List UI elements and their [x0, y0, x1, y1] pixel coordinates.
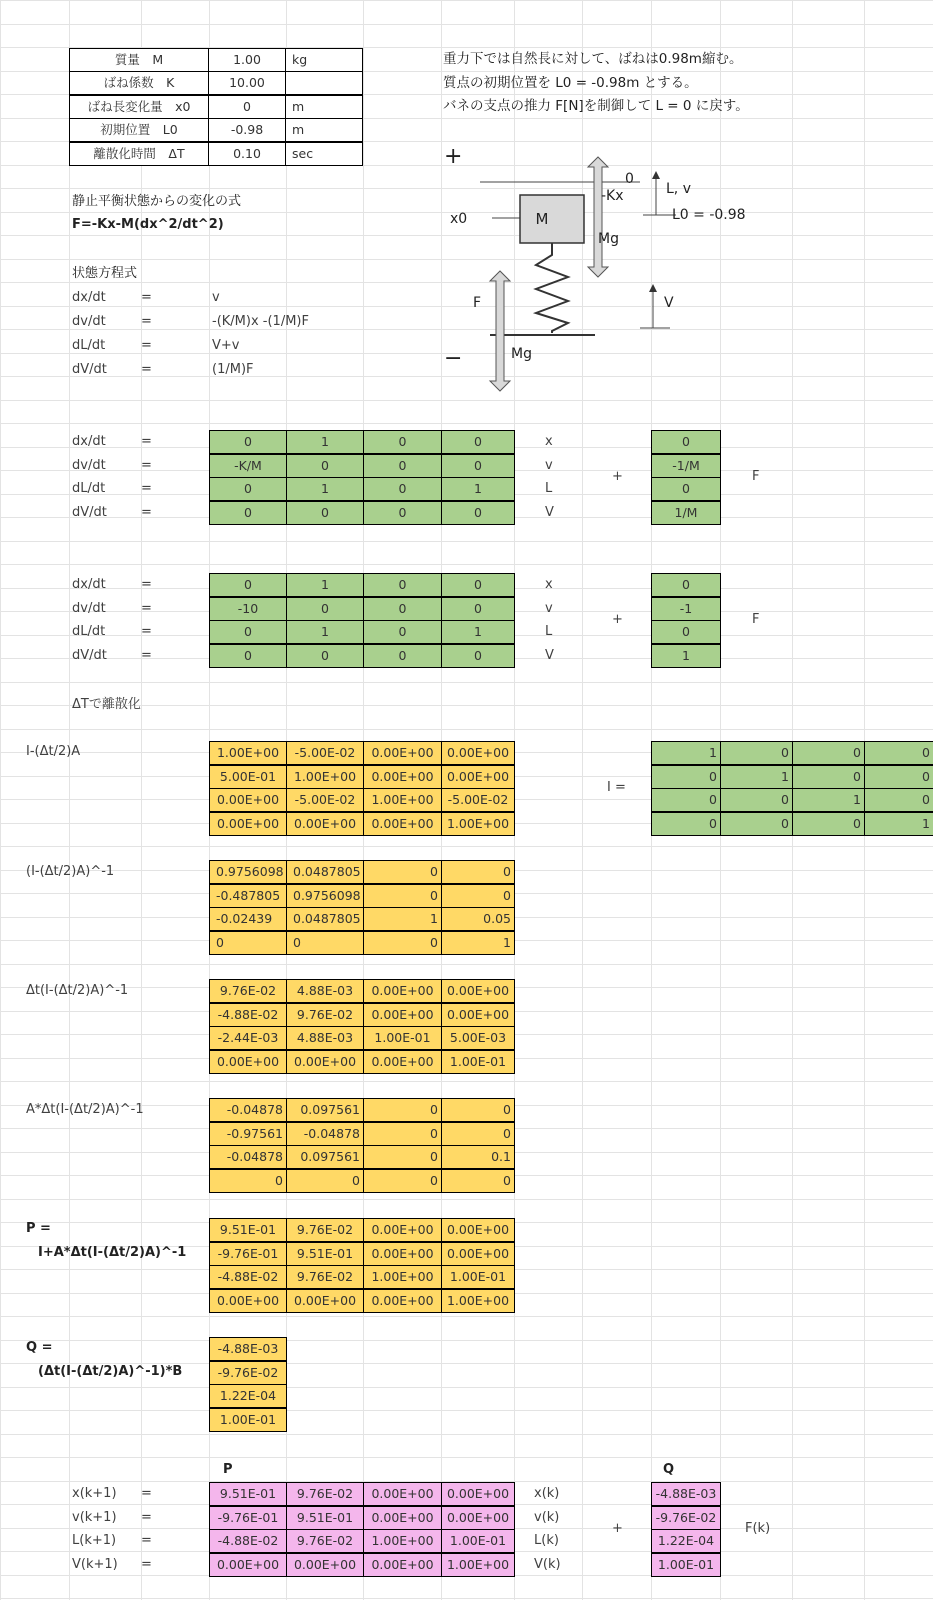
lhs-label[interactable]: dL/dt	[72, 481, 106, 496]
equals-sign[interactable]: =	[141, 1486, 152, 1501]
equals-sign[interactable]: =	[141, 1556, 152, 1572]
mp-cell[interactable]: 0.00E+00	[363, 1289, 442, 1313]
mp-cell[interactable]: 9.76E-02	[286, 1265, 364, 1289]
m1-cell[interactable]: 0.00E+00	[363, 741, 442, 765]
matrix_num-b-cell[interactable]: 1	[651, 644, 721, 668]
state-eq-heading[interactable]: 状態方程式	[72, 266, 138, 281]
m4-cell[interactable]: 0	[441, 1169, 515, 1193]
m2-cell[interactable]: 0	[286, 931, 364, 955]
mg-bottom-label: Mg	[511, 346, 532, 362]
state-eq-lhs[interactable]: dV/dt	[72, 362, 107, 377]
state-eq-sign[interactable]: =	[141, 290, 152, 305]
matrix_sym-b-cell[interactable]: 0	[651, 477, 721, 501]
final-p-cell[interactable]: 9.51E-01	[286, 1506, 364, 1530]
mp-cell[interactable]: 1.00E-01	[441, 1265, 515, 1289]
m4-cell[interactable]: 0	[209, 1169, 287, 1193]
q-formula[interactable]: (Δt(I-(Δt/2)A)^-1)*B	[38, 1364, 183, 1379]
matrix_num-a-cell[interactable]: 0	[441, 573, 515, 597]
spring-icon	[536, 243, 568, 333]
param-value-x0[interactable]: 0	[208, 95, 286, 119]
plus-sign[interactable]: +	[612, 469, 623, 484]
mp-cell[interactable]: -9.76E-01	[209, 1242, 287, 1266]
final-p-cell[interactable]: 0.00E+00	[286, 1553, 364, 1577]
matrix_num-a-cell[interactable]: 0	[209, 644, 287, 668]
p-formula[interactable]: I+A*Δt(I-(Δt/2)A)^-1	[38, 1245, 187, 1260]
final-q-cell[interactable]: -4.88E-03	[651, 1482, 721, 1506]
identity-cell[interactable]: 1	[651, 741, 721, 765]
q-label[interactable]: Q =	[26, 1340, 53, 1355]
mp-cell[interactable]: 1.00E+00	[441, 1289, 515, 1313]
lhs-label[interactable]: dv/dt	[72, 457, 106, 473]
final-lhs[interactable]: x(k+1)	[72, 1486, 117, 1501]
matrix_sym-a-cell[interactable]: 0	[286, 501, 364, 525]
matrix_num-a-cell[interactable]: 1	[286, 573, 364, 597]
x0-label: x0	[450, 211, 468, 227]
matrix_sym-a-cell[interactable]: 0	[441, 430, 515, 454]
m3-cell[interactable]: 1.00E-01	[441, 1050, 515, 1074]
final-lhs[interactable]: v(k+1)	[72, 1509, 117, 1525]
matrix_num-b-cell[interactable]: -1	[651, 597, 721, 621]
state-eq-lhs[interactable]: dv/dt	[72, 314, 106, 329]
m1-cell[interactable]: 0.00E+00	[209, 812, 287, 836]
m1-cell[interactable]: 0.00E+00	[209, 788, 287, 812]
m3-cell[interactable]: 0.00E+00	[363, 1050, 442, 1074]
final-lhs[interactable]: L(k+1)	[72, 1533, 117, 1548]
m3-cell[interactable]: 0.00E+00	[363, 979, 442, 1003]
final-p-cell[interactable]: 0.00E+00	[363, 1482, 442, 1506]
m2-cell[interactable]: 0.9756098	[286, 884, 364, 908]
matrix_sym-b-cell[interactable]: -1/M	[651, 454, 721, 478]
mp-cell[interactable]: 0.00E+00	[363, 1218, 442, 1242]
lhs-label[interactable]: dx/dt	[72, 434, 106, 449]
equals-sign[interactable]: =	[141, 1533, 152, 1548]
m4-cell[interactable]: 0	[286, 1169, 364, 1193]
f-label: F	[473, 295, 482, 311]
m2-cell[interactable]: -0.487805	[209, 884, 287, 908]
state-var[interactable]: x	[545, 577, 553, 592]
discretize-heading[interactable]: ΔTで離散化	[72, 697, 141, 712]
matrix_num-b-cell[interactable]: 0	[651, 573, 721, 597]
m2-cell[interactable]: 0	[363, 884, 442, 908]
m2-cell[interactable]: 0.0487805	[286, 860, 364, 884]
zero-label: 0	[625, 171, 634, 187]
param-unit-dt[interactable]: sec	[285, 142, 363, 166]
m1-cell[interactable]: 1.00E+00	[363, 788, 442, 812]
m4-cell[interactable]: -0.97561	[209, 1122, 287, 1146]
identity-cell[interactable]: 0	[864, 765, 933, 789]
l0-label: L0 = -0.98	[672, 207, 746, 223]
mass-label: M	[535, 210, 549, 228]
identity-cell[interactable]: 0	[792, 812, 865, 836]
m4-cell[interactable]: 0.097561	[286, 1098, 364, 1122]
m3-cell[interactable]: 0.00E+00	[441, 979, 515, 1003]
matrix_num-a-cell[interactable]: 0	[286, 644, 364, 668]
final-p-cell[interactable]: -9.76E-01	[209, 1506, 287, 1530]
lhs-label[interactable]: dx/dt	[72, 577, 106, 592]
lhs-label[interactable]: dv/dt	[72, 600, 106, 616]
m4-cell[interactable]: 0	[363, 1145, 442, 1169]
identity-cell[interactable]: 0	[720, 788, 793, 812]
state-eq-sign[interactable]: =	[141, 314, 152, 329]
identity-cell[interactable]: 0	[864, 788, 933, 812]
mp-cell[interactable]: 0.00E+00	[209, 1289, 287, 1313]
matrix_sym-a-cell[interactable]: 1	[286, 477, 364, 501]
param-value-l0[interactable]: -0.98	[208, 118, 286, 142]
state-var[interactable]: v	[545, 600, 553, 616]
identity-cell[interactable]: 0	[651, 788, 721, 812]
m3-cell[interactable]: 0.00E+00	[286, 1050, 364, 1074]
matrix_num-a-cell[interactable]: 0	[286, 597, 364, 621]
note-line-3[interactable]: バネの支点の推力 F[N]を制御して L = 0 に戻す。	[443, 98, 749, 114]
mp-cell[interactable]: 0.00E+00	[363, 1242, 442, 1266]
mp-cell[interactable]: 1.00E+00	[363, 1265, 442, 1289]
q-cell[interactable]: -4.88E-03	[209, 1337, 287, 1361]
m2-cell[interactable]: 0	[363, 860, 442, 884]
matrix_num-a-cell[interactable]: 1	[441, 620, 515, 644]
identity-cell[interactable]: 0	[864, 741, 933, 765]
m2-cell[interactable]: 1	[363, 907, 442, 931]
identity-cell[interactable]: 0	[720, 741, 793, 765]
mp-cell[interactable]: 0.00E+00	[286, 1289, 364, 1313]
diagram-drawing	[440, 145, 800, 410]
mp-cell[interactable]: 9.51E-01	[209, 1218, 287, 1242]
m1-cell[interactable]: 1.00E+00	[441, 812, 515, 836]
m2-cell[interactable]: 0	[441, 884, 515, 908]
state-eq-sign[interactable]: =	[141, 338, 152, 353]
equals-sign[interactable]: =	[141, 457, 152, 473]
m4-label[interactable]: A*Δt(I-(Δt/2)A)^-1	[26, 1102, 144, 1117]
final-p-cell[interactable]: 0.00E+00	[363, 1553, 442, 1577]
q-cell[interactable]: 1.22E-04	[209, 1384, 287, 1408]
mp-cell[interactable]: 0.00E+00	[441, 1218, 515, 1242]
matrix_sym-a-cell[interactable]: 0	[441, 501, 515, 525]
matrix_sym-a-cell[interactable]: 0	[209, 477, 287, 501]
final-input-label[interactable]: F(k)	[745, 1521, 771, 1536]
m3-cell[interactable]: 1.00E-01	[363, 1026, 442, 1050]
param-name-mass[interactable]: 質量 M	[69, 48, 209, 72]
matrix_num-a-cell[interactable]: 0	[363, 644, 442, 668]
final-p-cell[interactable]: 0.00E+00	[363, 1506, 442, 1530]
state-var[interactable]: V	[545, 504, 554, 520]
m2-cell[interactable]: 0.0487805	[286, 907, 364, 931]
matrix_sym-a-cell[interactable]: 0	[441, 454, 515, 478]
m4-cell[interactable]: -0.04878	[286, 1122, 364, 1146]
m1-cell[interactable]: 5.00E-01	[209, 765, 287, 789]
final-p-cell[interactable]: -4.88E-02	[209, 1529, 287, 1553]
param-unit-mass[interactable]: kg	[285, 48, 363, 72]
q-cell[interactable]: 1.00E-01	[209, 1408, 287, 1432]
matrix_num-a-cell[interactable]: 0	[363, 597, 442, 621]
final-q-cell[interactable]: 1.00E-01	[651, 1553, 721, 1577]
m3-cell[interactable]: 4.88E-03	[286, 1026, 364, 1050]
m4-cell[interactable]: 0.097561	[286, 1145, 364, 1169]
final-p-cell[interactable]: 9.76E-02	[286, 1482, 364, 1506]
m2-cell[interactable]: 0.05	[441, 907, 515, 931]
final-p-cell[interactable]: 1.00E+00	[363, 1529, 442, 1553]
state-eq-rhs[interactable]: -(K/M)x -(1/M)F	[212, 314, 309, 329]
identity-cell[interactable]: 1	[864, 812, 933, 836]
final-p-cell[interactable]: 1.00E-01	[441, 1529, 515, 1553]
equals-sign[interactable]: =	[141, 504, 152, 520]
identity-cell[interactable]: 0	[792, 741, 865, 765]
matrix_sym-a-cell[interactable]: 0	[209, 430, 287, 454]
matrix_sym-a-cell[interactable]: 0	[363, 477, 442, 501]
force-double-arrow-icon	[588, 157, 608, 277]
equilibrium-formula[interactable]: F=-Kx-M(dx^2/dt^2)	[72, 217, 224, 232]
equals-sign[interactable]: =	[141, 577, 152, 592]
state-eq-lhs[interactable]: dL/dt	[72, 338, 106, 353]
m4-cell[interactable]: 0	[441, 1098, 515, 1122]
m3-cell[interactable]: -2.44E-03	[209, 1026, 287, 1050]
matrix_num-a-cell[interactable]: 0	[363, 573, 442, 597]
m2-cell[interactable]: 0	[363, 931, 442, 955]
state-eq-rhs[interactable]: v	[212, 290, 220, 305]
param-unit-spring[interactable]	[285, 71, 363, 95]
p-label[interactable]: P =	[26, 1221, 51, 1236]
param-value-mass[interactable]: 1.00	[208, 48, 286, 72]
m4-cell[interactable]: 0	[363, 1098, 442, 1122]
m3-cell[interactable]: 5.00E-03	[441, 1026, 515, 1050]
param-unit-l0[interactable]: m	[285, 118, 363, 142]
lhs-label[interactable]: dL/dt	[72, 624, 106, 639]
identity-cell[interactable]: 0	[651, 765, 721, 789]
identity-cell[interactable]: 1	[792, 788, 865, 812]
note-line-2[interactable]: 質点の初期位置を L0 = -0.98m とする。	[443, 75, 698, 91]
m4-cell[interactable]: -0.04878	[209, 1145, 287, 1169]
final-q-cell[interactable]: 1.22E-04	[651, 1529, 721, 1553]
m3-cell[interactable]: 0.00E+00	[363, 1003, 442, 1027]
m1-cell[interactable]: -5.00E-02	[286, 741, 364, 765]
matrix_num-a-cell[interactable]: -10	[209, 597, 287, 621]
matrix_num-a-cell[interactable]: 0	[209, 573, 287, 597]
m3-cell[interactable]: 9.76E-02	[209, 979, 287, 1003]
m1-label[interactable]: I-(Δt/2)A	[26, 744, 81, 759]
matrix_sym-b-cell[interactable]: 0	[651, 430, 721, 454]
final-p-cell[interactable]: 1.00E+00	[441, 1553, 515, 1577]
state-var[interactable]: L	[545, 624, 553, 639]
matrix_sym-a-cell[interactable]: 0	[209, 501, 287, 525]
m1-cell[interactable]: -5.00E-02	[286, 788, 364, 812]
m3-label[interactable]: Δt(I-(Δt/2)A)^-1	[26, 983, 129, 998]
mp-cell[interactable]: 9.51E-01	[286, 1242, 364, 1266]
m1-cell[interactable]: 0.00E+00	[363, 765, 442, 789]
final-p-cell[interactable]: 9.51E-01	[209, 1482, 287, 1506]
matrix_sym-a-cell[interactable]: 0	[363, 501, 442, 525]
m1-cell[interactable]: 0.00E+00	[363, 812, 442, 836]
m1-cell[interactable]: 0.00E+00	[286, 812, 364, 836]
mp-cell[interactable]: 0.00E+00	[441, 1242, 515, 1266]
m4-cell[interactable]: 0	[363, 1122, 442, 1146]
input-f-label[interactable]: F	[752, 612, 760, 627]
plus-label: +	[444, 145, 463, 169]
identity-cell[interactable]: 1	[720, 765, 793, 789]
state-var[interactable]: L	[545, 481, 553, 496]
param-value-spring[interactable]: 10.00	[208, 71, 286, 95]
matrix_sym-b-cell[interactable]: 1/M	[651, 501, 721, 525]
mass-box	[520, 195, 584, 243]
mp-cell[interactable]: 9.76E-02	[286, 1218, 364, 1242]
lv-label: L, v	[666, 181, 691, 197]
m3-cell[interactable]: 0.00E+00	[441, 1003, 515, 1027]
v-label: V	[664, 295, 674, 311]
kx-label: -Kx	[601, 188, 624, 204]
matrix_sym-a-cell[interactable]: -K/M	[209, 454, 287, 478]
final-q-label[interactable]: Q	[663, 1462, 675, 1477]
equals-sign[interactable]: =	[141, 481, 152, 496]
m3-cell[interactable]: 4.88E-03	[286, 979, 364, 1003]
equals-sign[interactable]: =	[141, 600, 152, 616]
final-q-cell[interactable]: -9.76E-02	[651, 1506, 721, 1530]
identity-cell[interactable]: 0	[720, 812, 793, 836]
equals-sign[interactable]: =	[141, 1509, 152, 1525]
input-f-label[interactable]: F	[752, 469, 760, 484]
m2-cell[interactable]: 0	[441, 860, 515, 884]
m2-cell[interactable]: -0.02439	[209, 907, 287, 931]
param-name-dt[interactable]: 離散化時間 ΔT	[69, 142, 209, 166]
m1-cell[interactable]: 0.00E+00	[441, 765, 515, 789]
equals-sign[interactable]: =	[141, 624, 152, 639]
note-line-1[interactable]: 重力下では自然長に対して、ばねは0.98m縮む。	[443, 51, 743, 67]
matrix_num-a-cell[interactable]: 0	[363, 620, 442, 644]
equals-sign[interactable]: =	[141, 647, 152, 663]
m2-cell[interactable]: 0	[209, 931, 287, 955]
m1-cell[interactable]: 1.00E+00	[286, 765, 364, 789]
mg-top-label: Mg	[598, 231, 619, 247]
matrix_num-a-cell[interactable]: 0	[441, 644, 515, 668]
m1-cell[interactable]: 0.00E+00	[441, 741, 515, 765]
identity-cell[interactable]: 0	[792, 765, 865, 789]
final-lhs[interactable]: V(k+1)	[72, 1556, 118, 1572]
mass-spring-diagram	[440, 145, 800, 410]
minus-label: −	[444, 346, 463, 371]
m4-cell[interactable]: 0	[363, 1169, 442, 1193]
final-rhs-var[interactable]: x(k)	[534, 1486, 560, 1501]
final-rhs-var[interactable]: L(k)	[534, 1533, 559, 1548]
m3-cell[interactable]: -4.88E-02	[209, 1003, 287, 1027]
m4-cell[interactable]: -0.04878	[209, 1098, 287, 1122]
equals-sign[interactable]: =	[141, 434, 152, 449]
matrix_sym-a-cell[interactable]: 0	[363, 430, 442, 454]
q-cell[interactable]: -9.76E-02	[209, 1361, 287, 1385]
param-value-dt[interactable]: 0.10	[208, 142, 286, 166]
state-eq-rhs[interactable]: (1/M)F	[212, 362, 254, 377]
param-name-l0[interactable]: 初期位置 L0	[69, 118, 209, 142]
state-eq-sign[interactable]: =	[141, 362, 152, 377]
state-eq-rhs[interactable]: V+v	[212, 338, 240, 353]
state-var[interactable]: V	[545, 647, 554, 663]
equilibrium-heading[interactable]: 静止平衡状態からの変化の式	[72, 194, 242, 209]
identity-label[interactable]: I =	[607, 780, 626, 795]
final-p-label[interactable]: P	[223, 1462, 233, 1477]
m4-cell[interactable]: 0	[441, 1122, 515, 1146]
thrust-double-arrow-icon	[490, 271, 510, 391]
final-p-cell[interactable]: 0.00E+00	[209, 1553, 287, 1577]
matrix_sym-a-cell[interactable]: 1	[286, 430, 364, 454]
final-p-cell[interactable]: 9.76E-02	[286, 1529, 364, 1553]
plus-sign[interactable]: +	[612, 1521, 623, 1536]
matrix_num-b-cell[interactable]: 0	[651, 620, 721, 644]
matrix_num-a-cell[interactable]: 0	[209, 620, 287, 644]
mp-cell[interactable]: -4.88E-02	[209, 1265, 287, 1289]
m4-cell[interactable]: 0.1	[441, 1145, 515, 1169]
param-name-spring[interactable]: ばね係数 K	[69, 71, 209, 95]
m3-cell[interactable]: 0.00E+00	[209, 1050, 287, 1074]
final-p-cell[interactable]: 0.00E+00	[441, 1506, 515, 1530]
m2-cell[interactable]: 1	[441, 931, 515, 955]
state-eq-lhs[interactable]: dx/dt	[72, 290, 106, 305]
matrix_num-a-cell[interactable]: 0	[441, 597, 515, 621]
lhs-label[interactable]: dV/dt	[72, 504, 107, 520]
plus-sign[interactable]: +	[612, 612, 623, 627]
m3-cell[interactable]: 9.76E-02	[286, 1003, 364, 1027]
final-rhs-var[interactable]: V(k)	[534, 1556, 561, 1572]
state-var[interactable]: x	[545, 434, 553, 449]
identity-cell[interactable]: 0	[651, 812, 721, 836]
matrix_num-a-cell[interactable]: 1	[286, 620, 364, 644]
m2-label[interactable]: (I-(Δt/2)A)^-1	[26, 864, 115, 879]
state-var[interactable]: v	[545, 457, 553, 473]
final-p-cell[interactable]: 0.00E+00	[441, 1482, 515, 1506]
matrix_sym-a-cell[interactable]: 0	[363, 454, 442, 478]
matrix_sym-a-cell[interactable]: 0	[286, 454, 364, 478]
m1-cell[interactable]: -5.00E-02	[441, 788, 515, 812]
final-rhs-var[interactable]: v(k)	[534, 1509, 560, 1525]
m1-cell[interactable]: 1.00E+00	[209, 741, 287, 765]
m2-cell[interactable]: 0.9756098	[209, 860, 287, 884]
param-unit-x0[interactable]: m	[285, 95, 363, 119]
matrix_sym-a-cell[interactable]: 1	[441, 477, 515, 501]
param-name-x0[interactable]: ばね長変化量 x0	[69, 95, 209, 119]
lhs-label[interactable]: dV/dt	[72, 647, 107, 663]
